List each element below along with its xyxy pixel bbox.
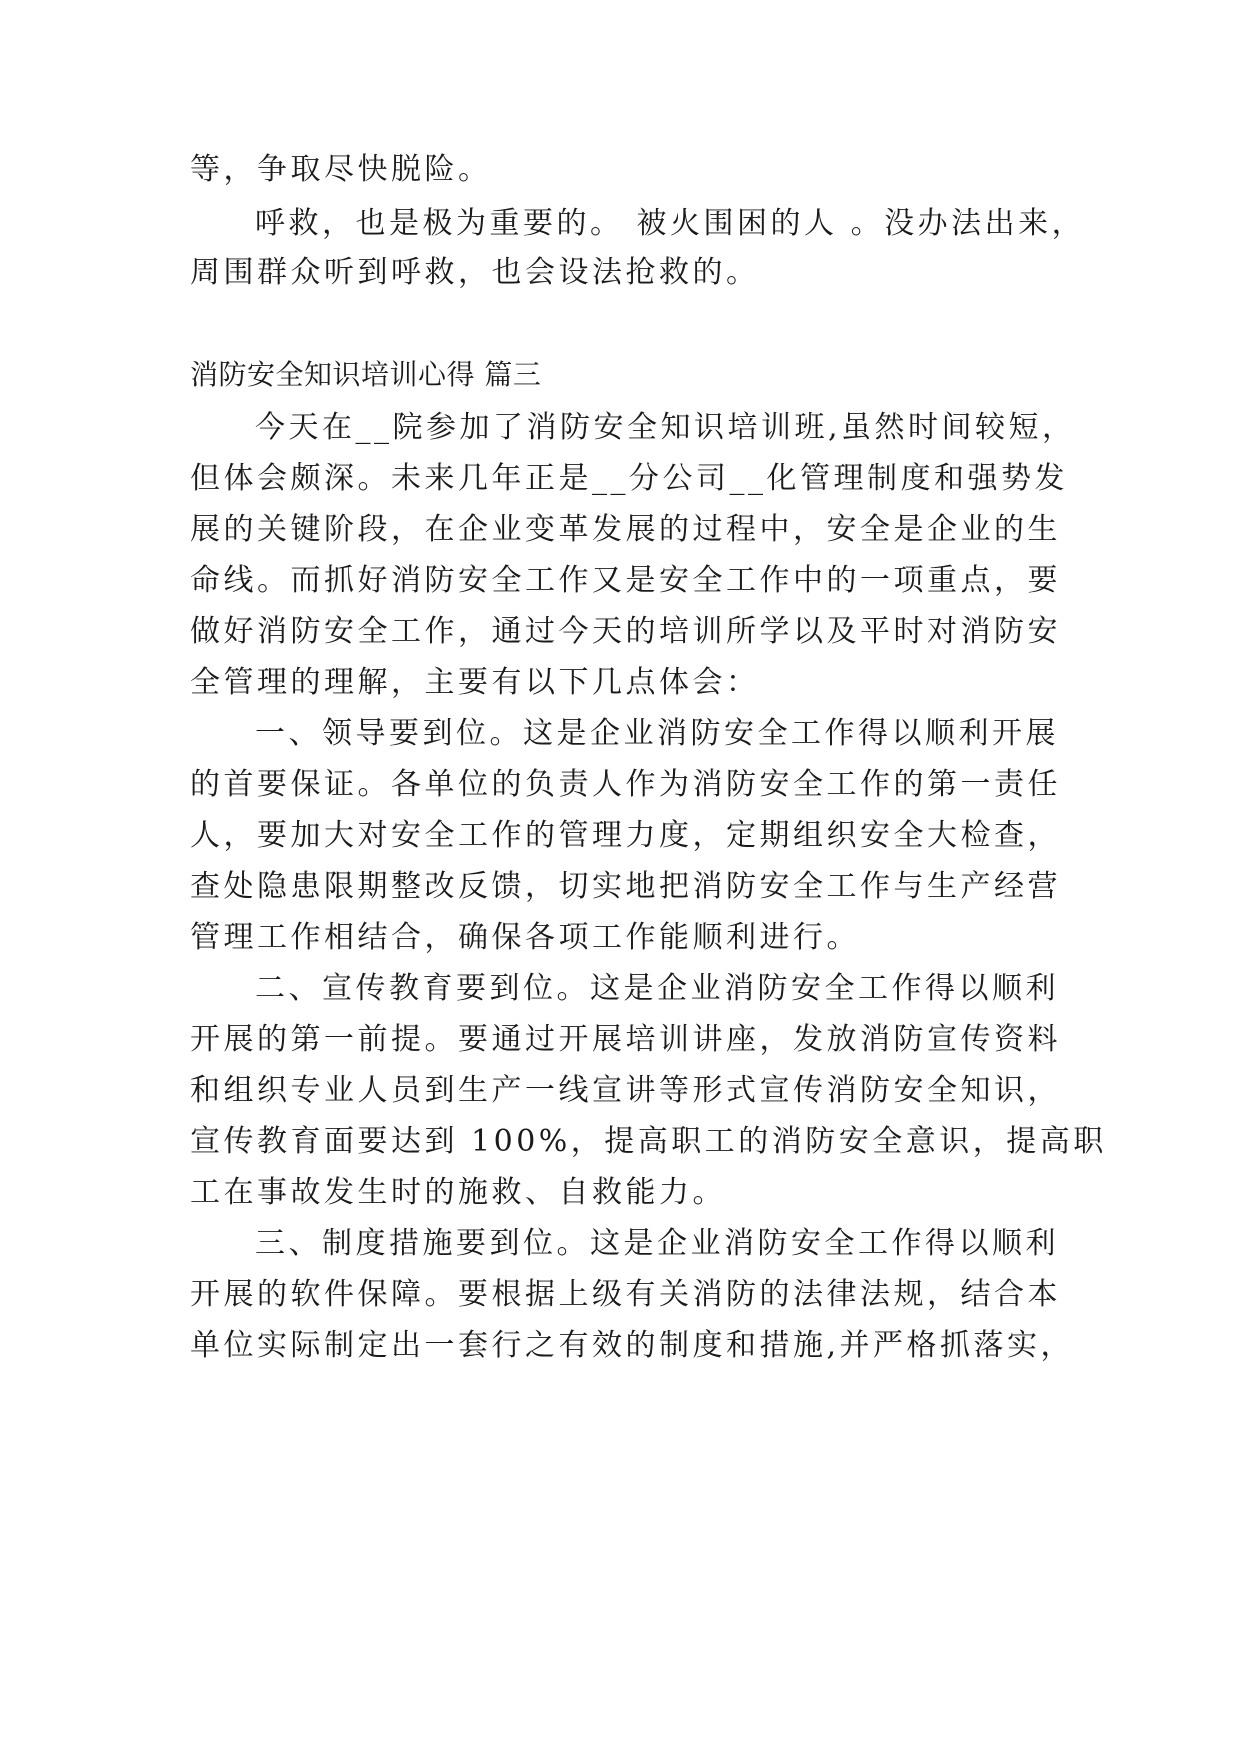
paragraph-line: 的首要保证。各单位的负责人作为消防安全工作的第一责任 xyxy=(190,767,1061,802)
paragraph-line: 二、宣传教育要到位。这是企业消防安全工作得以顺利 xyxy=(255,971,1059,1006)
paragraph-line: 开展的第一前提。要通过开展培训讲座，发放消防宣传资料 xyxy=(190,1022,1061,1057)
paragraph-line: 今天在__院参加了消防安全知识培训班,虽然时间较短， xyxy=(255,410,1076,445)
paragraph-line: 宣传教育面要达到 100%，提高职工的消防安全意识，提高职 xyxy=(190,1124,1107,1159)
paragraph-line: 做好消防安全工作，通过今天的培训所学以及平时对消防安 xyxy=(190,614,1061,649)
paragraph-line: 一、领导要到位。这是企业消防安全工作得以顺利开展 xyxy=(255,716,1059,751)
paragraph-line: 查处隐患限期整改反馈，切实地把消防安全工作与生产经营 xyxy=(190,869,1061,904)
paragraph-line: 周围群众听到呼救，也会设法抢救的。 xyxy=(190,255,760,290)
paragraph-line: 命线。而抓好消防安全工作又是安全工作中的一项重点，要 xyxy=(190,563,1061,598)
paragraph-line: 等，争取尽快脱险。 xyxy=(190,152,492,187)
paragraph-line: 人，要加大对安全工作的管理力度，定期组织安全大检查， xyxy=(190,818,1061,853)
paragraph-line: 管理工作相结合，确保各项工作能顺利进行。 xyxy=(190,920,860,955)
paragraph-line: 和组织专业人员到生产一线宣讲等形式宣传消防安全知识， xyxy=(190,1073,1061,1108)
paragraph-line: 呼救，也是极为重要的。 被火围困的人 。没办法出来， xyxy=(255,206,1086,241)
paragraph-line: 开展的软件保障。要根据上级有关消防的法律法规，结合本 xyxy=(190,1277,1061,1312)
section-heading: 消防安全知识培训心得 篇三 xyxy=(190,358,542,391)
paragraph-line: 全管理的理解，主要有以下几点体会： xyxy=(190,665,760,700)
paragraph-line: 单位实际制定出一套行之有效的制度和措施,并严格抓落实， xyxy=(190,1328,1075,1363)
paragraph-line: 展的关键阶段，在企业变革发展的过程中，安全是企业的生 xyxy=(190,512,1061,547)
paragraph-line: 三、制度措施要到位。这是企业消防安全工作得以顺利 xyxy=(255,1226,1059,1261)
paragraph-line: 但体会颇深。未来几年正是__分公司__化管理制度和强势发 xyxy=(190,461,1068,496)
paragraph-line: 工在事故发生时的施救、自救能力。 xyxy=(190,1175,726,1210)
